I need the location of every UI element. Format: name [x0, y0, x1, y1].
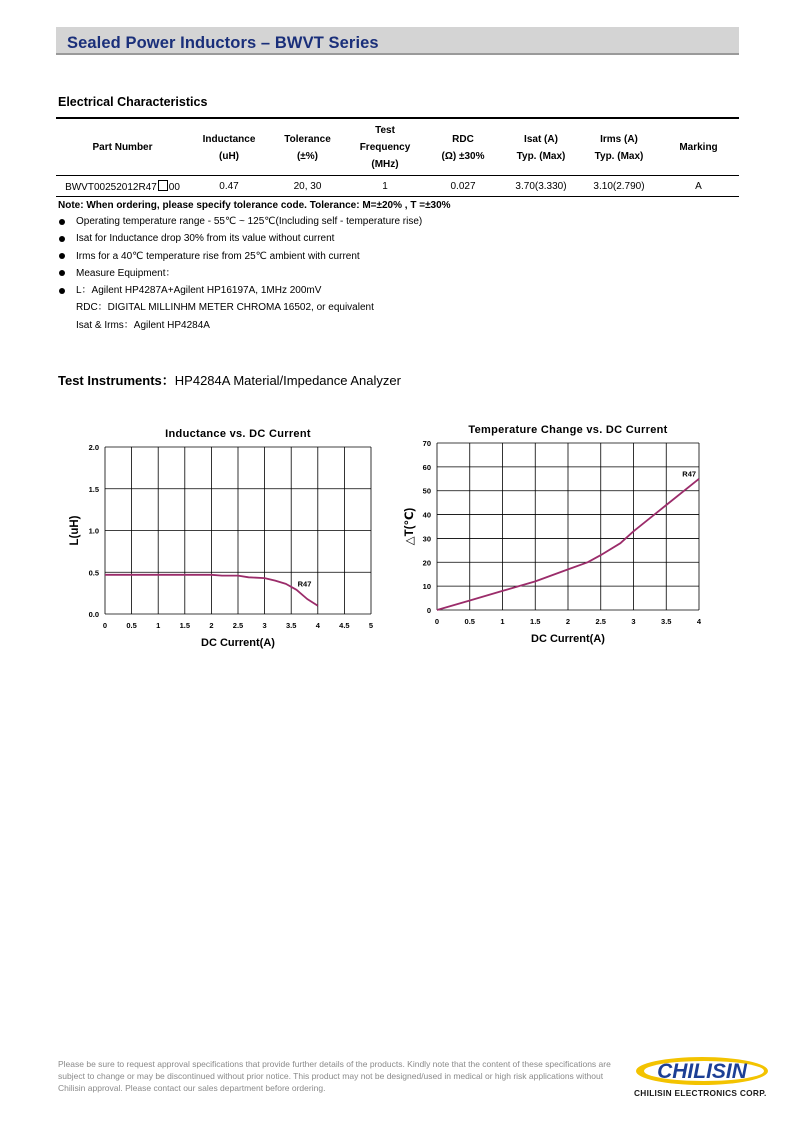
- y-axis-label: △T(℃): [404, 507, 416, 546]
- y-tick-label: 10: [422, 582, 431, 592]
- section-title: Electrical Characteristics: [58, 95, 208, 109]
- col-irms-line1: Irms (A): [600, 133, 638, 145]
- col-frequency-line2: Frequency: [359, 142, 411, 153]
- bullet-text: Irms for a 40℃ temperature rise from 25℃ ambient with current: [76, 250, 360, 262]
- col-tolerance-line1: Tolerance: [284, 133, 331, 145]
- cell-marking: A: [658, 176, 739, 197]
- equipment-l: L：Agilent HP4287A+Agilent HP16197A, 1MHz 200mV: [76, 285, 322, 297]
- x-axis-label: DC Current(A): [531, 633, 605, 645]
- x-tick-label: 3: [262, 621, 267, 630]
- cell-isat: 3.70(3.330): [502, 176, 580, 197]
- x-tick-label: 2.5: [595, 617, 606, 626]
- cell-tolerance: 20, 30: [269, 176, 346, 197]
- col-part-number: Part Number: [56, 118, 189, 176]
- page-title: Sealed Power Inductors – BWVT Series: [67, 34, 379, 52]
- cell-inductance: 0.47: [189, 176, 269, 197]
- x-tick-label: 1: [500, 617, 505, 626]
- col-test-frequency: [346, 118, 424, 176]
- y-tick-label: 20: [422, 558, 431, 568]
- x-tick-label: 5: [368, 621, 374, 630]
- logo-wordmark: CHILISIN: [657, 1060, 747, 1083]
- y-tick-label: 2.0: [88, 443, 99, 452]
- col-tolerance: [269, 118, 346, 176]
- col-inductance-line1: Inductance: [202, 133, 256, 145]
- col-frequency-line1: Test: [375, 125, 395, 136]
- y-tick-label: 0.0: [88, 610, 99, 619]
- x-tick-label: 0: [434, 617, 440, 626]
- col-irms: [580, 118, 658, 176]
- part-number-suffix: 00: [168, 181, 180, 193]
- test-instruments-value: HP4284A Material/Impedance Analyzer: [174, 373, 401, 388]
- col-irms-line2: Typ. (Max): [594, 150, 644, 162]
- notes-block: [58, 200, 451, 334]
- col-inductance: [189, 118, 269, 176]
- equipment-isat-irms: Isat & Irms：Agilent HP4284A: [76, 319, 210, 331]
- x-axis-label: DC Current(A): [201, 637, 275, 649]
- temperature-chart: [395, 418, 715, 658]
- x-tick-label: 4.5: [339, 621, 350, 630]
- part-number-prefix: BWVT00252012R47: [65, 181, 157, 193]
- test-instruments: [58, 370, 401, 389]
- bullet-text: Operating temperature range - 55℃ ~ 125℃(Including self - temperature rise): [76, 216, 423, 227]
- col-frequency-line3: (MHz): [371, 159, 399, 170]
- y-tick-label: 50: [422, 486, 431, 496]
- tolerance-code-box: [158, 180, 168, 191]
- bullet-icon: [59, 236, 65, 242]
- y-tick-label: 0: [426, 606, 431, 615]
- x-tick-label: 2: [565, 617, 571, 626]
- bullet-icon: [59, 253, 65, 259]
- company-name: CHILISIN ELECTRONICS CORP.: [634, 1088, 767, 1098]
- bullet-text: Isat for Inductance drop 30% from its value without current: [76, 233, 335, 245]
- x-tick-label: 1.5: [179, 621, 191, 630]
- x-tick-label: 2: [209, 621, 214, 630]
- col-isat-line2: Typ. (Max): [516, 150, 566, 162]
- equipment-rdc: RDC：DIGITAL MILLINHM METER CHROMA 16502, or equivalent: [76, 302, 374, 314]
- x-tick-label: 3.5: [285, 621, 297, 630]
- x-tick-label: 0: [102, 621, 108, 630]
- bullet-text: Measure Equipment：: [76, 267, 176, 279]
- col-rdc-line1: RDC: [452, 133, 474, 145]
- test-instruments-label: Test Instruments：: [58, 373, 175, 388]
- y-tick-label: 1.5: [88, 484, 99, 494]
- y-tick-label: 0.5: [88, 568, 99, 578]
- x-tick-label: 3.5: [661, 617, 672, 626]
- col-tolerance-line2: (±%): [296, 150, 319, 162]
- bullet-item: [58, 282, 451, 299]
- col-isat-line1: Isat (A): [524, 133, 558, 145]
- bullet-icon: [59, 219, 65, 225]
- x-tick-label: 4: [696, 617, 702, 626]
- spec-table: [56, 117, 739, 197]
- col-rdc-line2: (Ω) ±30%: [441, 150, 485, 162]
- bullet-item: [58, 213, 451, 230]
- chart-title: Inductance vs. DC Current: [165, 428, 311, 440]
- series-label: R47: [682, 469, 697, 479]
- x-tick-label: 1.5: [530, 617, 541, 626]
- y-axis-label: L(uH): [69, 515, 81, 546]
- x-tick-label: 3: [631, 617, 636, 626]
- x-tick-label: 2.5: [232, 621, 244, 630]
- x-tick-label: 4: [315, 621, 320, 630]
- series-label: R47: [297, 579, 312, 589]
- chart-title: Temperature Change vs. DC Current: [468, 424, 668, 436]
- cell-irms: 3.10(2.790): [580, 176, 658, 197]
- x-tick-label: 1: [156, 621, 161, 630]
- table-row: [56, 176, 739, 197]
- table-header-row: [56, 118, 739, 176]
- y-tick-label: 60: [422, 462, 431, 472]
- y-tick-label: 70: [422, 439, 431, 448]
- y-tick-label: 30: [422, 534, 431, 544]
- cell-part-number: [56, 176, 189, 197]
- inductance-chart: [60, 420, 390, 660]
- header-bar: [56, 27, 739, 55]
- tolerance-note: Note: When ordering, please specify tolerance code. Tolerance: M=±20% , T =±30%: [58, 200, 451, 211]
- col-isat: [502, 118, 580, 176]
- bullet-item: [58, 248, 451, 265]
- y-tick-label: 40: [422, 510, 431, 520]
- bullet-item: [58, 230, 451, 247]
- bullet-icon: [59, 288, 65, 294]
- col-rdc: [424, 118, 502, 176]
- y-tick-label: 1.0: [88, 526, 99, 536]
- cell-rdc: 0.027: [424, 176, 502, 197]
- bullet-item: [58, 265, 451, 282]
- cell-frequency: 1: [346, 176, 424, 197]
- col-inductance-line2: (uH): [219, 150, 239, 162]
- x-tick-label: 0.5: [126, 621, 137, 630]
- bullet-icon: [59, 270, 65, 276]
- col-marking: Marking: [658, 118, 739, 176]
- x-tick-label: 0.5: [464, 617, 475, 626]
- footer-disclaimer: Please be sure to request approval specifications that provide further details of the products. Kindly note that the content of these specifications are subject to change or may be discontinued without prior notice. This product may not be designed/used in medical or high risk applications without Chilisin approval. Please contact our sales department before ordering.: [58, 1059, 611, 1093]
